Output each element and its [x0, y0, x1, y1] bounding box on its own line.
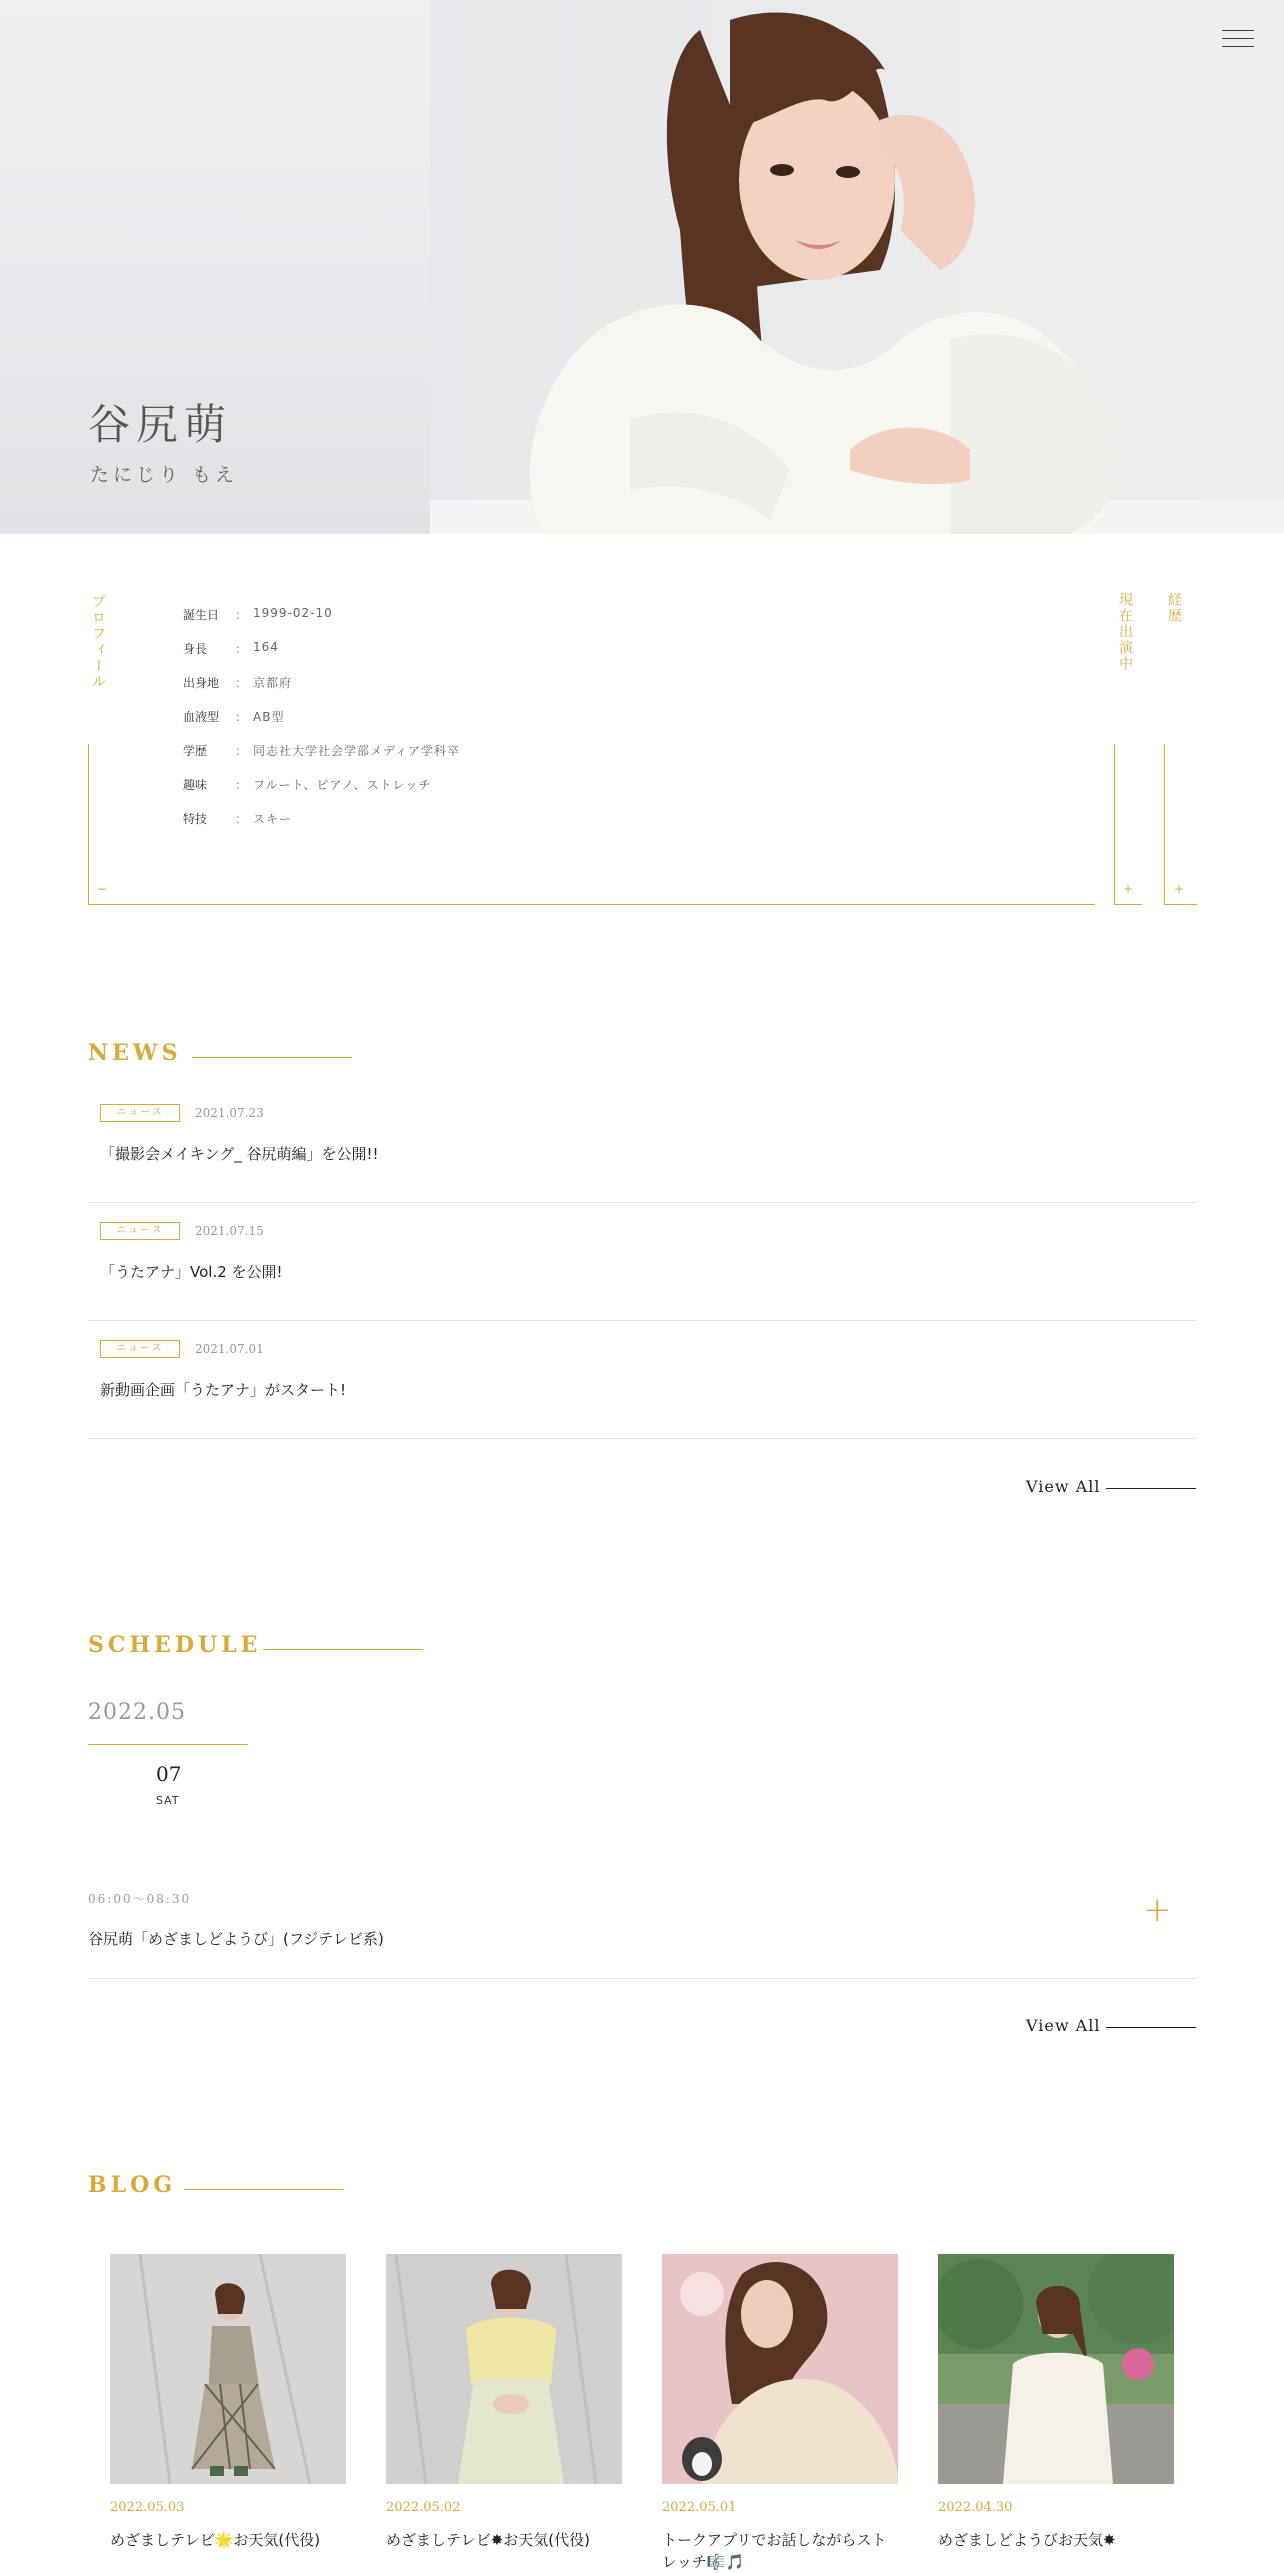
colon: ： [235, 676, 248, 690]
news-date: 2021.07.01 [195, 1342, 264, 1356]
hamburger-menu-icon[interactable] [1222, 30, 1254, 52]
blog-thumbnail [938, 2254, 1174, 2484]
schedule-item[interactable] [88, 1870, 1196, 1979]
profile-key: 趣味 [183, 778, 208, 792]
profile-key: 出身地 [183, 676, 220, 690]
blog-thumbnail [386, 2254, 622, 2484]
colon: ： [235, 744, 248, 758]
colon: ： [235, 778, 248, 792]
news-date: 2021.07.15 [195, 1224, 264, 1238]
collapse-profile-button[interactable]: − [97, 882, 108, 896]
profile-key: 血液型 [183, 710, 220, 724]
news-category-badge: ニュース [100, 1222, 180, 1240]
blog-title: トークアプリでお話しながらストレッチ🎼🎵 [662, 2531, 887, 2571]
career-panel-frame [1164, 744, 1197, 905]
profile-row-height [183, 640, 279, 657]
expand-current-button[interactable]: + [1123, 882, 1134, 896]
profile-section [88, 590, 1196, 906]
news-view-all-link[interactable]: View All [1026, 1477, 1101, 1496]
hero-section [0, 0, 1284, 534]
schedule-month-rule [88, 1744, 248, 1745]
profile-row-skill [183, 810, 292, 827]
news-view-all-rule [1106, 1488, 1196, 1489]
news-item[interactable] [88, 1320, 1196, 1439]
blog-card[interactable] [938, 2254, 1174, 2551]
profile-value: 1999-02-10 [253, 606, 333, 620]
blog-date: 2022.04.30 [938, 2500, 1013, 2515]
blog-card[interactable] [662, 2254, 898, 2573]
profile-key: 特技 [183, 812, 208, 826]
profile-value: 同志社大学社会学部メディア学科卒 [253, 744, 461, 758]
schedule-view-all-link[interactable]: View All [1026, 2016, 1101, 2035]
news-heading-rule [192, 1057, 352, 1058]
schedule-heading-rule [263, 1649, 423, 1650]
profile-value: 京都府 [253, 676, 293, 690]
blog-date: 2022.05.02 [386, 2500, 461, 2515]
schedule-day: 07 [156, 1762, 182, 1786]
schedule-view-all-rule [1106, 2027, 1196, 2028]
news-title: 「撮影会メイキング_ 谷尻萌編」を公開!! [100, 1145, 379, 1163]
schedule-title: 谷尻萌「めざましどようび」(フジテレビ系) [88, 1930, 384, 1948]
profile-row-birthday [183, 606, 333, 623]
expand-schedule-icon[interactable]: + [1143, 1890, 1172, 1930]
blog-date: 2022.05.03 [110, 2500, 185, 2515]
blog-thumbnail [110, 2254, 346, 2484]
blog-heading-rule [184, 2189, 344, 2190]
tab-current-appearances[interactable]: 現在出演中 [1117, 592, 1133, 672]
colon: ： [235, 608, 248, 622]
blog-thumbnail [662, 2254, 898, 2484]
blog-title: めざましどようびお天気✸ [938, 2531, 1116, 2549]
current-panel-frame [1114, 744, 1142, 905]
profile-value: フルート、ピアノ、ストレッチ [253, 778, 432, 792]
profile-row-education [183, 742, 460, 759]
tab-career[interactable]: 経歴 [1166, 592, 1182, 624]
news-title: 「うたアナ」Vol.2 を公開! [100, 1263, 283, 1281]
talent-name: 谷尻萌 [88, 400, 233, 449]
colon: ： [235, 812, 248, 826]
blog-heading: BLOG [88, 2172, 177, 2198]
colon: ： [235, 642, 248, 656]
talent-name-kana: たにじり もえ [90, 464, 239, 486]
news-item[interactable] [88, 1202, 1196, 1321]
news-title: 新動画企画「うたアナ」がスタート! [100, 1381, 347, 1399]
expand-career-button[interactable]: + [1174, 882, 1185, 896]
news-heading: NEWS [88, 1040, 182, 1066]
news-category-badge: ニュース [100, 1104, 180, 1122]
tab-profile[interactable]: プロフィール [90, 594, 106, 690]
blog-title: めざましテレビ✸お天気(代役) [386, 2531, 590, 2549]
profile-key: 身長 [183, 642, 208, 656]
blog-title: めざましテレビ🌟お天気(代役) [110, 2531, 321, 2549]
colon: ： [235, 710, 248, 724]
profile-row-hobby [183, 776, 431, 793]
schedule-time: 06:00〜08:30 [88, 1892, 192, 1906]
profile-value: 164 [253, 640, 279, 654]
news-item[interactable] [88, 1084, 1196, 1203]
hero-portrait-photo [430, 0, 1284, 534]
schedule-weekday: SAT [156, 1794, 180, 1807]
schedule-month: 2022.05 [88, 1700, 186, 1725]
schedule-heading: SCHEDULE [88, 1632, 262, 1658]
blog-card[interactable] [110, 2254, 346, 2551]
profile-key: 誕生日 [183, 608, 220, 622]
profile-value: AB型 [253, 710, 285, 724]
profile-row-birthplace [183, 674, 292, 691]
news-date: 2021.07.23 [195, 1106, 264, 1120]
profile-value: スキー [253, 812, 293, 826]
profile-row-bloodtype [183, 708, 284, 725]
news-category-badge: ニュース [100, 1340, 180, 1358]
blog-date: 2022.05.01 [662, 2500, 737, 2515]
profile-key: 学歴 [183, 744, 208, 758]
blog-card[interactable] [386, 2254, 622, 2551]
